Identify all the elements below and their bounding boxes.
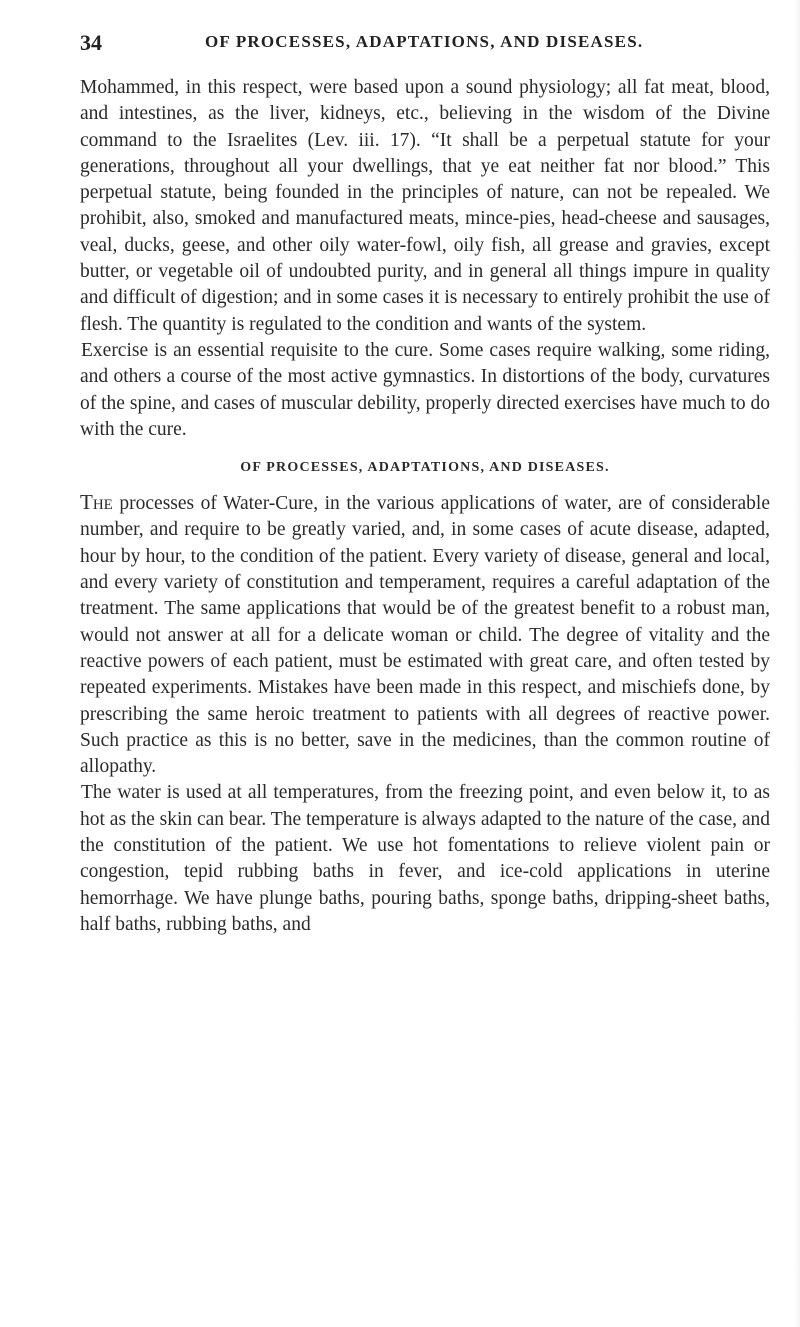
running-title: OF PROCESSES, ADAPTATIONS, AND DISEASES. (205, 32, 644, 51)
page-edge-shadow (794, 0, 800, 1327)
paragraph-processes (80, 489, 770, 780)
page-header (80, 30, 770, 60)
paragraph-exercise: Exercise is an essential requisite to the cure. Some cases require walking, some riding, and others a course of the most active gymnastics. In distortions of the body, curvatures of the spine, and cases of muscular debility, properly directed exercises have much to do with the cure. (80, 339, 770, 440)
section-heading: OF PROCESSES, ADAPTATIONS, AND DISEASES. (240, 460, 610, 476)
paragraph-diet: Mohammed, in this respect, were based upon a sound physiology; all fat meat, blood, and intestines, as the liver, kidneys, etc., believing in the wisdom of the Divine command to the Israelites (Lev. iii. 17). “It shall be a perpetual statute for your generations, throughout all your dwellings, that ye eat neither fat nor blood.” This perpetual statute, being founded in the principles of nature, can not be repealed. We prohibit, also, smoked and manufactured meats, mince-pies, head-cheese and sausages, veal, ducks, geese, and other oily water-fowl, oily fish, all grease and gravies, except butter, or vegetable oil of undoubted purity, and in general all things impure in quality and difficult of digestion; and in some cases it is necessary to entirely prohibit the use of flesh. The quantity is regulated to the condition and wants of the system. (80, 77, 770, 335)
section-first-word: The (80, 490, 113, 515)
paragraph-temperatures: The water is used at all temperatures, from the freezing point, and even below it, to as hot as the skin can bear. The temperature is always adapted to the nature of the case, and the constitution of the patient. We use hot fomentations to relieve violent pain or congestion, tepid rubbing baths in fever, and ice-cold applications in uterine hemorrhage. We have plunge baths, pouring baths, sponge baths, dripping-sheet baths, half baths, rubbing baths, and (80, 782, 771, 935)
paragraph-processes-text: processes of Water-Cure, in the various applications of water, are of considerable number, and require to be greatly varied, and, in some cases of acute disease, adapted, hour by hour, to the condition of the patient. Every variety of disease, general and local, and every variety of constitution and temperament, requires a careful adaptation of the treatment. The same applications that would be of the greatest benefit to a robust man, would not answer at all for a delicate woman or child. The degree of vitality and the reactive powers of each patient, must be estimated with great care, and often tested by repeated experiments. Mistakes have been made in this respect, and mischiefs done, by prescribing the same heroic treatment to patients with all degrees of reactive power. Such practice as this is no better, save in the medicines, than the common routine of allopathy. (80, 493, 770, 778)
page-body (80, 75, 770, 938)
page-number: 34 (80, 30, 102, 55)
